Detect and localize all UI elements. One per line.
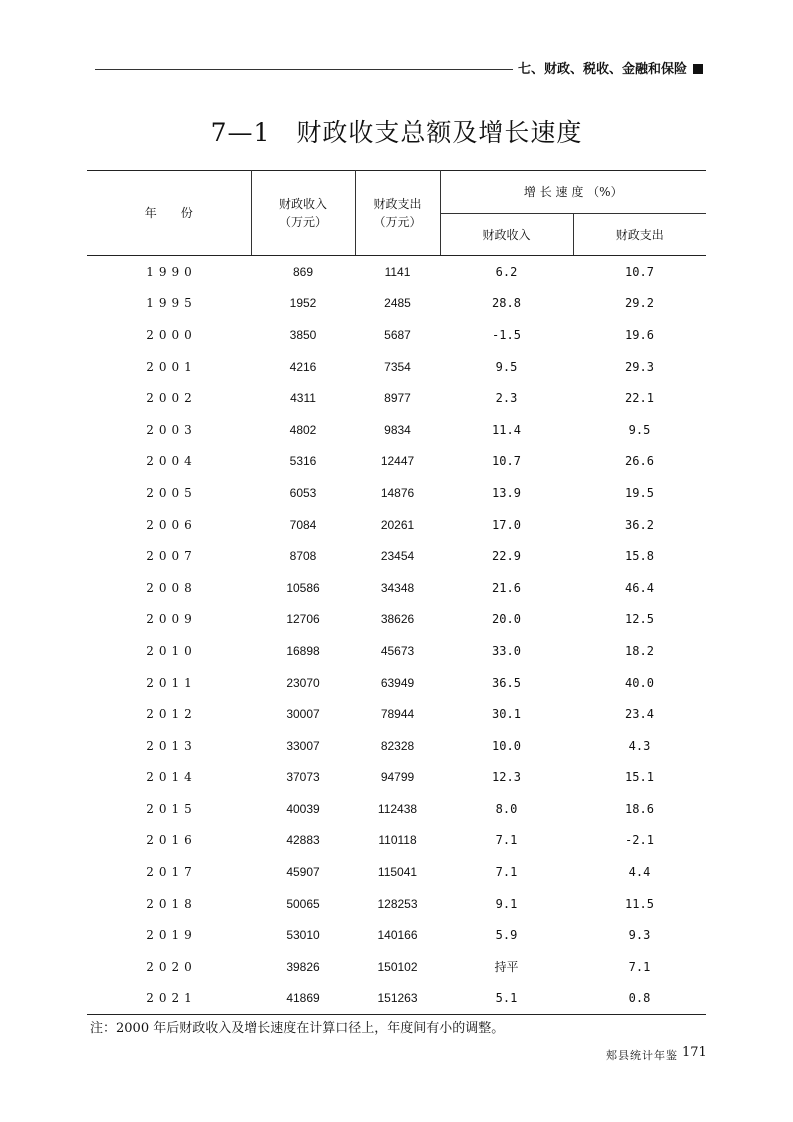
row-expenditure-growth: 40.0: [625, 675, 654, 690]
row-expenditure: 128253: [377, 896, 418, 911]
row-revenue-growth: 持平: [494, 960, 519, 975]
table-row: [87, 730, 706, 762]
row-expenditure: 110118: [378, 833, 417, 848]
row-year: 2010: [146, 643, 197, 658]
row-expenditure-growth: 46.4: [625, 580, 654, 595]
table-row: [87, 509, 706, 541]
table-body: [87, 256, 706, 1015]
row-expenditure-growth: 19.6: [625, 327, 654, 342]
row-expenditure: 140166: [377, 928, 418, 943]
row-revenue-growth: 12.3: [492, 770, 521, 785]
row-year: 2014: [146, 770, 197, 785]
row-expenditure: 38626: [380, 612, 415, 627]
page-title: 7—1 财政收支总额及增长速度: [210, 118, 583, 147]
row-year: 2004: [146, 454, 197, 469]
row-revenue-growth: 5.1: [440, 983, 573, 1015]
row-year: 2017: [146, 865, 197, 880]
row-revenue-growth: 13.9: [492, 485, 521, 500]
row-year: 2003: [146, 422, 197, 437]
header-revenue-label: 财政收入: [278, 197, 327, 211]
row-revenue: 23070: [286, 675, 320, 690]
row-revenue: 8708: [289, 549, 317, 564]
row-expenditure: 63949: [380, 675, 415, 690]
row-expenditure-growth: 9.3: [628, 928, 651, 943]
row-expenditure: 82328: [380, 738, 415, 753]
row-year: 2013: [146, 738, 197, 753]
row-revenue: 41869: [251, 983, 355, 1015]
row-year: 1995: [146, 296, 197, 311]
row-revenue: 869: [292, 264, 314, 279]
row-year: 2019: [146, 928, 197, 943]
footer-book-title: 郏县统计年鉴: [606, 1049, 678, 1062]
table-row: [87, 667, 706, 699]
row-revenue: 4311: [290, 391, 316, 406]
row-revenue: 4802: [289, 422, 317, 437]
row-revenue-growth: 33.0: [492, 643, 521, 658]
row-revenue: 53010: [286, 928, 320, 943]
row-expenditure-growth: 29.2: [625, 296, 654, 311]
row-year: 2011: [146, 675, 197, 690]
table-row: [87, 256, 706, 288]
row-revenue-growth: 6.2: [495, 264, 518, 279]
table-row: [87, 477, 706, 509]
row-revenue: 1952: [289, 296, 317, 311]
table-row: [87, 888, 706, 920]
row-year: 1990: [146, 264, 197, 279]
row-revenue: 42883: [286, 833, 320, 848]
row-revenue: 30007: [286, 707, 320, 722]
row-expenditure-growth: 22.1: [625, 391, 654, 406]
table-row: [87, 288, 706, 320]
table-row: [87, 572, 706, 604]
table-row: [87, 951, 706, 983]
row-revenue-growth: 22.9: [492, 549, 521, 564]
row-expenditure: 112438: [377, 801, 418, 816]
row-revenue: 12706: [286, 612, 320, 627]
row-revenue: 10586: [286, 580, 320, 595]
table-row: [87, 604, 706, 636]
row-year: 2018: [146, 896, 197, 911]
row-expenditure: 150102: [377, 959, 418, 974]
row-revenue: 5316: [289, 454, 317, 469]
row-expenditure: 8977: [384, 391, 411, 406]
table-row: [87, 635, 706, 667]
row-expenditure-growth: 15.1: [625, 770, 654, 785]
header-expenditure: [355, 171, 440, 256]
row-revenue-growth: 9.1: [495, 896, 518, 911]
page-number: 171: [682, 1045, 707, 1060]
row-expenditure-growth: 10.7: [625, 264, 654, 279]
row-expenditure-growth: 4.4: [628, 865, 651, 880]
chapter-title: [518, 58, 703, 77]
header-growth-revenue: 财政收入: [440, 214, 573, 256]
row-expenditure-growth: 0.8: [573, 983, 706, 1015]
row-revenue: 3850: [289, 327, 317, 342]
row-revenue: 50065: [286, 896, 320, 911]
row-expenditure: 45673: [380, 643, 415, 658]
row-revenue: 45907: [286, 865, 320, 880]
row-year: 2015: [146, 801, 197, 816]
table-row: [87, 825, 706, 857]
row-revenue-growth: 9.5: [495, 359, 518, 374]
table-row: [87, 983, 706, 1015]
row-revenue-growth: 8.0: [495, 801, 518, 816]
row-expenditure: 7354: [384, 359, 411, 374]
table-row: [87, 382, 706, 414]
table-row: [87, 540, 706, 572]
row-year: 2012: [146, 707, 197, 722]
header-growth-expenditure: 财政支出: [573, 214, 706, 256]
row-year: 2002: [146, 391, 197, 406]
table-note: 注：2000 年后财政收入及增长速度在计算口径上，年度间有小的调整。: [90, 1021, 505, 1036]
row-revenue-growth: 21.6: [492, 580, 521, 595]
header-rule: [95, 69, 513, 70]
row-revenue: 4216: [289, 359, 317, 374]
row-revenue: 33007: [286, 738, 320, 753]
row-revenue: 6053: [289, 485, 317, 500]
row-revenue-growth: 36.5: [492, 675, 521, 690]
row-revenue-growth: -1.5: [492, 327, 521, 342]
row-expenditure: 9834: [384, 422, 411, 437]
row-year: 2021: [87, 983, 251, 1015]
row-year: 2000: [146, 327, 197, 342]
row-revenue-growth: 7.1: [495, 833, 518, 848]
row-year: 2008: [146, 580, 197, 595]
table-row: [87, 414, 706, 446]
table-row: [87, 351, 706, 383]
header-revenue-unit: （万元）: [278, 215, 327, 229]
row-expenditure: 20261: [380, 517, 415, 532]
row-year: 2001: [146, 359, 197, 374]
row-expenditure-growth: 26.6: [625, 454, 654, 469]
row-revenue-growth: 7.1: [495, 865, 518, 880]
row-expenditure: 5687: [384, 327, 411, 342]
row-expenditure: 94799: [380, 770, 415, 785]
header-revenue: [251, 171, 355, 256]
row-expenditure: 151263: [355, 983, 440, 1015]
row-expenditure-growth: 7.1: [628, 959, 651, 974]
row-expenditure: 2485: [384, 296, 411, 311]
header-growth: 增 长 速 度 （%）: [440, 171, 706, 214]
row-expenditure-growth: 23.4: [625, 707, 654, 722]
row-year: 2016: [146, 833, 197, 848]
row-revenue: 7084: [289, 517, 317, 532]
row-expenditure: 12447: [380, 454, 415, 469]
table-header: [87, 171, 706, 256]
row-year: 2006: [146, 517, 197, 532]
row-revenue-growth: 10.7: [492, 454, 521, 469]
row-revenue: 39826: [286, 959, 320, 974]
row-expenditure-growth: 18.6: [625, 801, 654, 816]
row-revenue: 16898: [286, 643, 320, 658]
row-expenditure-growth: 29.3: [625, 359, 654, 374]
table-row: [87, 856, 706, 888]
table-row: [87, 698, 706, 730]
chapter-title-text: 七、财政、税收、金融和保险: [518, 62, 688, 77]
row-expenditure-growth: 15.8: [625, 549, 654, 564]
row-revenue-growth: 30.1: [492, 707, 521, 722]
row-expenditure-growth: 12.5: [625, 612, 654, 627]
row-expenditure-growth: 18.2: [625, 643, 654, 658]
row-year: 2007: [146, 549, 197, 564]
row-expenditure-growth: 11.5: [625, 896, 654, 911]
row-expenditure-growth: -2.1: [625, 833, 654, 848]
table-row: [87, 319, 706, 351]
fiscal-table: [87, 170, 706, 1015]
row-expenditure: 23454: [380, 549, 415, 564]
header-expenditure-label: 财政支出: [373, 197, 422, 211]
table-row: [87, 762, 706, 794]
row-expenditure: 115041: [377, 865, 418, 880]
header-expenditure-unit: （万元）: [373, 215, 422, 229]
row-revenue-growth: 20.0: [492, 612, 521, 627]
row-revenue-growth: 10.0: [492, 738, 521, 753]
row-expenditure: 1141: [384, 264, 411, 279]
row-revenue-growth: 11.4: [492, 422, 521, 437]
row-revenue-growth: 2.3: [495, 391, 518, 406]
row-revenue: 37073: [286, 770, 320, 785]
row-expenditure: 34348: [380, 580, 415, 595]
row-revenue-growth: 5.9: [495, 928, 518, 943]
row-year: 2020: [146, 959, 197, 974]
row-expenditure-growth: 19.5: [625, 485, 654, 500]
table-row: [87, 919, 706, 951]
square-icon: [693, 64, 703, 74]
row-revenue: 40039: [286, 801, 320, 816]
table-row: [87, 793, 706, 825]
row-expenditure: 14876: [380, 485, 415, 500]
row-revenue-growth: 28.8: [492, 296, 521, 311]
header-year: 年 份: [87, 171, 251, 256]
row-expenditure: 78944: [380, 707, 415, 722]
table-row: [87, 446, 706, 478]
row-expenditure-growth: 9.5: [628, 422, 651, 437]
row-expenditure-growth: 4.3: [628, 738, 651, 753]
row-expenditure-growth: 36.2: [625, 517, 654, 532]
row-year: 2009: [146, 612, 197, 627]
row-year: 2005: [146, 485, 197, 500]
row-revenue-growth: 17.0: [492, 517, 521, 532]
